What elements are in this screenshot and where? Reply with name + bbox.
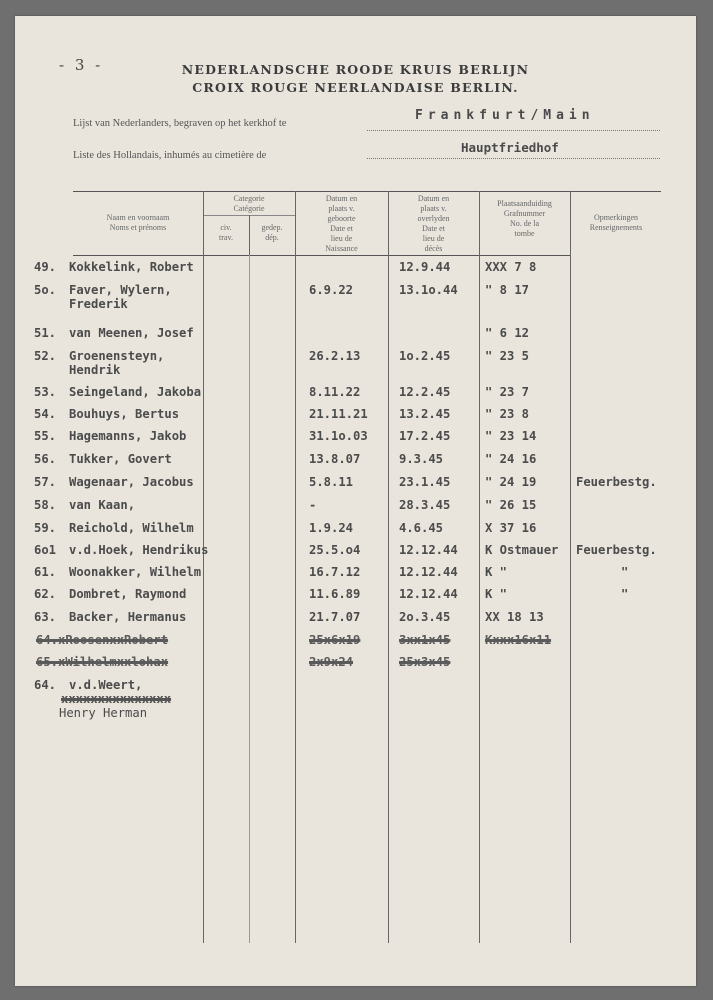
- row-birth: 1.9.24: [309, 521, 354, 535]
- row-number: 56.: [34, 452, 57, 466]
- table-row: [15, 385, 696, 407]
- row-death: 12.2.45: [399, 385, 451, 399]
- row-birth: 31.1o.03: [309, 429, 368, 443]
- header-gedep: [249, 223, 295, 243]
- row-remark: Feuerbestg.: [576, 475, 657, 489]
- row-grave: " 23 7: [485, 385, 530, 399]
- dotted-line-1: [367, 130, 660, 131]
- row-name-struck-line: xxxxxxxxxxxxxxx: [61, 692, 172, 706]
- row-death: 12.12.44: [399, 587, 458, 601]
- row-death: 12.9.44: [399, 260, 451, 274]
- header-name-fr: Noms et prénoms: [109, 223, 167, 232]
- header-category-fr: Catégorie: [233, 204, 265, 213]
- header-category-nl: Categorie: [233, 194, 265, 203]
- header-name-nl: Naam en voornaam: [106, 213, 170, 222]
- row-death: 1o.2.45: [399, 349, 451, 363]
- table-row-struck: [15, 655, 696, 677]
- row-death: 9.3.45: [399, 452, 444, 466]
- header-death-line: overlyden: [417, 214, 450, 223]
- row-number: 62.: [34, 587, 57, 601]
- row-grave: XX 18 13: [485, 610, 544, 624]
- row-name: Seingeland, Jakoba: [69, 385, 202, 399]
- row-number: 52.: [34, 349, 57, 363]
- row-death: 28.3.45: [399, 498, 451, 512]
- row-grave: " 23 8: [485, 407, 530, 421]
- row-name: Kokkelink, Robert: [69, 260, 194, 274]
- row-number: 53.: [34, 385, 57, 399]
- row-grave: XXX 7 8: [485, 260, 537, 274]
- header-name: [75, 213, 201, 233]
- row-number: 6o1: [34, 543, 57, 557]
- row-grave: " 23 14: [485, 429, 537, 443]
- row-name: van Kaan,: [69, 498, 136, 512]
- row-birth: 11.6.89: [309, 587, 361, 601]
- table-row: [15, 452, 696, 474]
- table-row: [15, 349, 696, 383]
- row-name-line-2: Henry Herman: [59, 706, 148, 720]
- header-birth-line: plaats v.: [328, 204, 355, 213]
- row-grave: " 24 16: [485, 452, 537, 466]
- header-birth-line: geboorte: [327, 214, 356, 223]
- row-death: 23.1.45: [399, 475, 451, 489]
- header-death-line: Datum en: [417, 194, 450, 203]
- header-birth-line: Date et: [330, 224, 353, 233]
- row-birth: 26.2.13: [309, 349, 361, 363]
- row-number: 54.: [34, 407, 57, 421]
- row-remark: Feuerbestg.: [576, 543, 657, 557]
- header-birth-line: Datum en: [325, 194, 358, 203]
- table-top-rule: [73, 191, 661, 192]
- list-label-nl: Lijst van Nederlanders, begraven op het kerkhof te: [73, 118, 287, 129]
- row-death: 3xx1x45: [399, 633, 451, 647]
- row-birth: 25x6x19: [309, 633, 361, 647]
- row-name: Faver, Wylern,: [69, 283, 172, 297]
- header-trav-label: trav.: [219, 233, 233, 242]
- title-line-2: CROIX ROUGE NEERLANDAISE BERLIN.: [192, 80, 519, 95]
- row-death: 13.1o.44: [399, 283, 458, 297]
- row-number: 55.: [34, 429, 57, 443]
- row-grave: " 24 19: [485, 475, 537, 489]
- row-remark: ": [621, 587, 629, 601]
- row-number: 49.: [34, 260, 57, 274]
- header-remarks-fr: Renseignements: [589, 223, 643, 232]
- row-grave: K Ostmauer: [485, 543, 559, 557]
- table-row: [15, 543, 696, 565]
- table-row: [15, 678, 696, 726]
- header-grave: [479, 199, 570, 239]
- row-death: 12.12.44: [399, 565, 458, 579]
- table-header-rule: [73, 255, 570, 256]
- cemetery-name: Hauptfriedhof: [461, 140, 559, 155]
- row-grave: " 6 12: [485, 326, 530, 340]
- table-row: [15, 521, 696, 543]
- row-birth: -: [309, 498, 317, 512]
- row-name: van Meenen, Josef: [69, 326, 194, 340]
- row-birth: 8.11.22: [309, 385, 361, 399]
- table-row: [15, 283, 696, 317]
- row-name: v.d.Weert,: [69, 678, 143, 692]
- row-grave: " 26 15: [485, 498, 537, 512]
- header-grave-line: Grafnummer: [503, 209, 546, 218]
- row-number: 58.: [34, 498, 57, 512]
- row-name: Bouhuys, Bertus: [69, 407, 180, 421]
- table-row: [15, 260, 696, 282]
- table-row: [15, 326, 696, 348]
- row-birth: 6.9.22: [309, 283, 354, 297]
- row-name: Groenensteyn,: [69, 349, 165, 363]
- page-number: - 3 -: [59, 56, 104, 74]
- table-row: [15, 475, 696, 497]
- header-remarks-nl: Opmerkingen: [594, 213, 638, 222]
- list-label-fr: Liste des Hollandais, inhumés au cimetière de: [73, 150, 267, 161]
- header-death-line: décès: [424, 244, 443, 253]
- row-number: 64.: [34, 678, 57, 692]
- row-death: 4.6.45: [399, 521, 444, 535]
- row-number: 5o.: [34, 283, 57, 297]
- header-grave-line: tombe: [514, 229, 535, 238]
- row-name: Dombret, Raymond: [69, 587, 187, 601]
- row-name: Hagemanns, Jakob: [69, 429, 187, 443]
- row-name: Wagenaar, Jacobus: [69, 475, 194, 489]
- row-number: 61.: [34, 565, 57, 579]
- row-name: Tukker, Govert: [69, 452, 172, 466]
- row-birth: 21.7.07: [309, 610, 361, 624]
- table-row: [15, 610, 696, 632]
- header-dep-label: dép.: [265, 233, 279, 242]
- header-civ: [203, 223, 249, 243]
- row-grave: Kxxx16x11: [485, 633, 552, 647]
- header-birth: [295, 194, 388, 254]
- row-death: 13.2.45: [399, 407, 451, 421]
- row-number: 57.: [34, 475, 57, 489]
- row-grave: X 37 16: [485, 521, 537, 535]
- header-gedep-label: gedep.: [261, 223, 283, 232]
- table-row: [15, 429, 696, 451]
- row-name: Woonakker, Wilhelm: [69, 565, 202, 579]
- header-civ-label: civ.: [220, 223, 232, 232]
- row-grave: " 23 5: [485, 349, 530, 363]
- header-grave-line: Plaatsaanduiding: [497, 199, 552, 208]
- header-death-line: lieu de: [422, 234, 445, 243]
- row-name: 64.xRoosenxxRobert: [36, 633, 169, 647]
- table-row: [15, 498, 696, 520]
- row-number: 51.: [34, 326, 57, 340]
- document-page: [15, 16, 696, 986]
- header-death-line: plaats v.: [420, 204, 447, 213]
- header-birth-line: lieu de: [330, 234, 353, 243]
- header-death: [388, 194, 479, 254]
- row-grave: K ": [485, 565, 508, 579]
- row-birth: 21.11.21: [309, 407, 368, 421]
- row-birth: 13.8.07: [309, 452, 361, 466]
- row-death: 17.2.45: [399, 429, 451, 443]
- row-death: 12.12.44: [399, 543, 458, 557]
- row-name: 65.xWilhelmxxlohax: [36, 655, 169, 669]
- row-remark: ": [621, 565, 629, 579]
- header-death-line: Date et: [422, 224, 445, 233]
- row-grave: " 8 17: [485, 283, 530, 297]
- row-birth: 5.8.11: [309, 475, 354, 489]
- row-birth: 2x9x24: [309, 655, 354, 669]
- table-row: [15, 565, 696, 587]
- row-name-line-2: Hendrik: [69, 363, 121, 377]
- title-line-1: NEDERLANDSCHE ROODE KRUIS BERLIJN: [181, 62, 530, 77]
- row-birth: 25.5.o4: [309, 543, 361, 557]
- table-row: [15, 407, 696, 429]
- row-name-line-2: Frederik: [69, 297, 128, 311]
- row-name: Reichold, Wilhelm: [69, 521, 194, 535]
- table-row: [15, 587, 696, 609]
- header-remarks: [570, 213, 662, 233]
- row-number: 63.: [34, 610, 57, 624]
- row-death: 2o.3.45: [399, 610, 451, 624]
- row-death: 25x3x45: [399, 655, 451, 669]
- dotted-line-2: [367, 158, 660, 159]
- header-birth-line: Naissance: [325, 244, 358, 253]
- cemetery-city: Frankfurt/Main: [415, 108, 595, 123]
- row-number: 59.: [34, 521, 57, 535]
- row-birth: 16.7.12: [309, 565, 361, 579]
- table-row-struck: [15, 633, 696, 655]
- header-grave-line: No. de la: [509, 219, 540, 228]
- row-name: v.d.Hoek, Hendrikus: [69, 543, 209, 557]
- header-category: [203, 194, 295, 214]
- row-name: Backer, Hermanus: [69, 610, 187, 624]
- row-grave: K ": [485, 587, 508, 601]
